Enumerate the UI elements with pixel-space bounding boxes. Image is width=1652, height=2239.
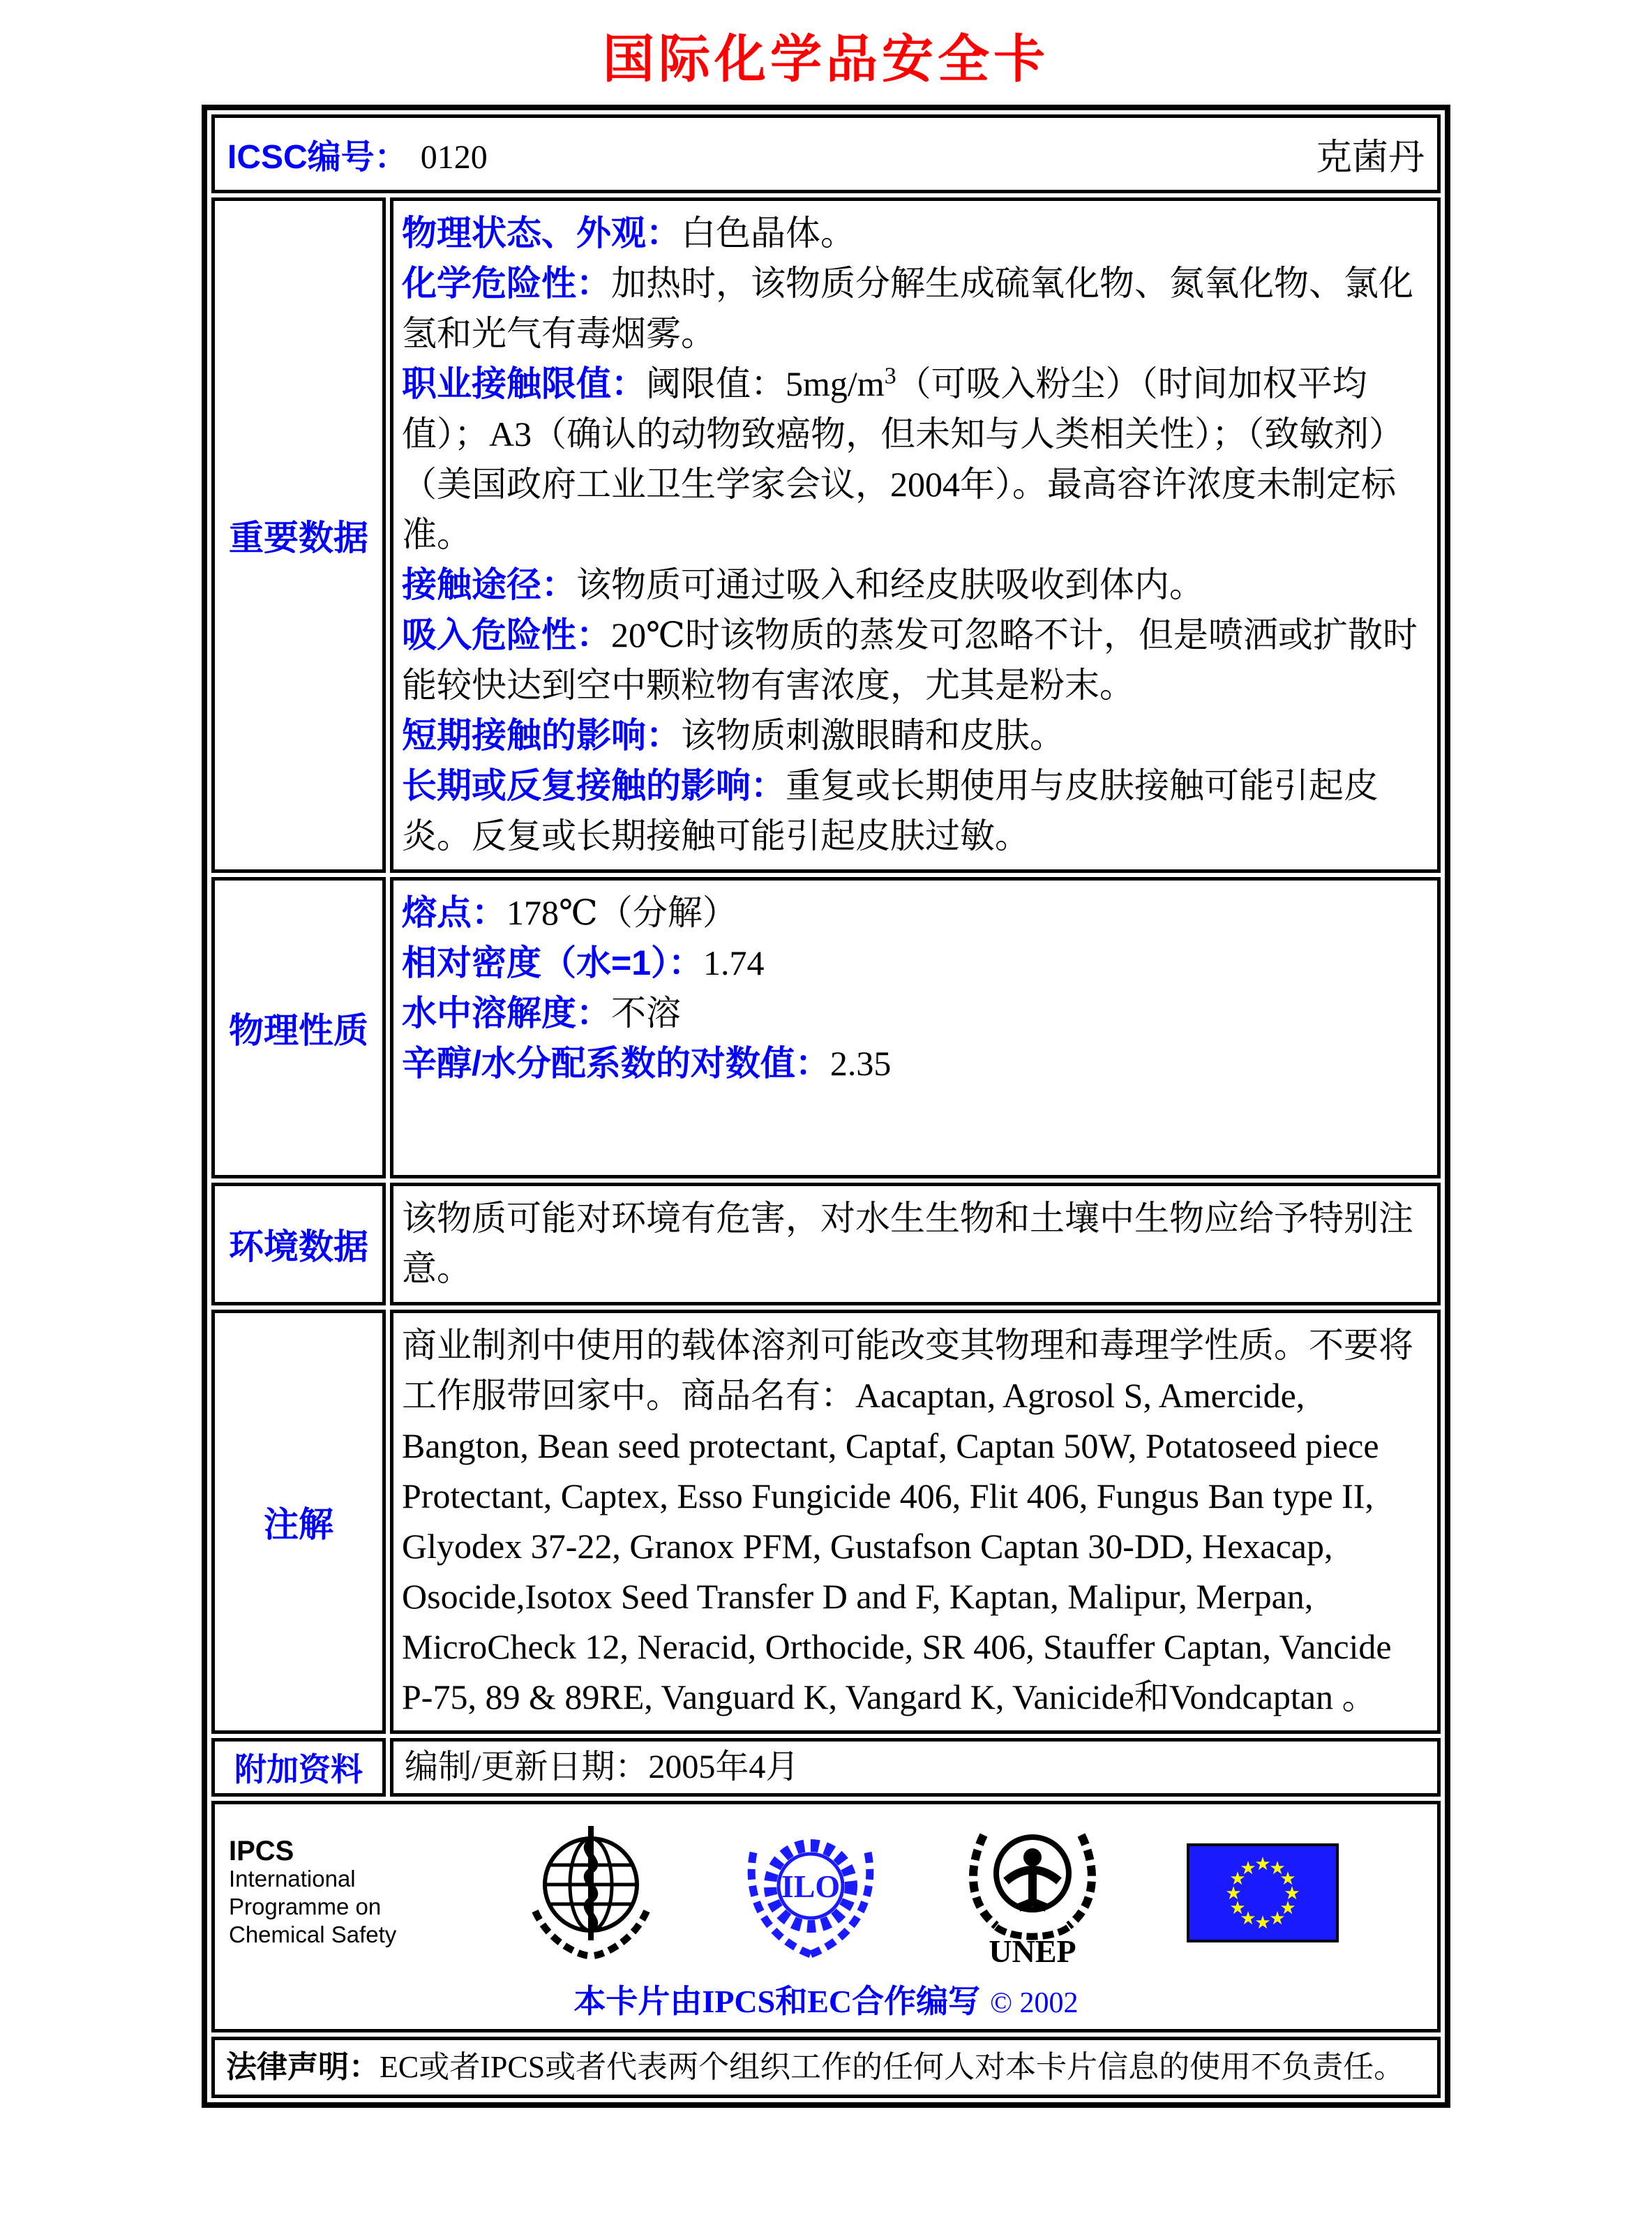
physical-properties-row (211, 877, 1441, 1178)
important-item-exposure-routes: 接触途径：该物质可通过吸入和经皮肤吸收到体内。 (402, 565, 1204, 604)
svg-text:ILO: ILO (781, 1869, 841, 1904)
notes-content: 商业制剂中使用的载体溶剂可能改变其物理和毒理学性质。不要将工作服带回家中。商品名有：Aacaptan, Agrosol S, Amercide, Bangton, Bean seed protectant, Captaf, Captan 50W, Potatoseed piece Protectant, Captex, Esso Fungicide 406, Flit 406, Fungus Ban type II, Glyodex 37-22, Granox PFM, Gustafson Captan 30-DD, Hexacap, Osocide,Isotox Seed Transfer D and F, Kaptan, Malipur, Merpan, MicroCheck 12, Neracid, Orthocide, SR 406, Stauffer Captan, Vancide P-75, 89 & 89RE, Vanguard K, Vangard K, Vanicide和Vondcaptan 。 (390, 1310, 1441, 1734)
legal-notice-cell (211, 2037, 1441, 2098)
ilo-emblem-icon (744, 1825, 878, 1961)
physical-item-partition-coefficient: 辛醇/水分配系数的对数值：2.35 (402, 1044, 892, 1083)
section-label-important: 重要数据 (211, 197, 386, 873)
logos-cell (211, 1801, 1441, 2032)
important-item-long-term-effects: 长期或反复接触的影响：重复或长期使用与皮肤接触可能引起皮炎。反复或长期接触可能引起皮肤过敏。 (402, 766, 1379, 855)
important-item-chemical-danger: 化学危险性：加热时，该物质分解生成硫氧化物、氮氧化物、氯化氢和光气有毒烟雾。 (402, 264, 1413, 353)
update-date-label: 编制/更新日期： (405, 1748, 649, 1785)
section-label-additional: 附加资料 (211, 1738, 386, 1797)
notes-row (211, 1310, 1441, 1734)
physical-item-water-solubility: 水中溶解度：不溶 (402, 994, 681, 1033)
environmental-data-content: 该物质可能对环境有危害，对水生生物和土壤中生物应给予特别注意。 (390, 1183, 1441, 1305)
additional-info-row (211, 1738, 1441, 1797)
important-item-inhalation-risk: 吸入危险性：20℃时该物质的蒸发可忽略不计，但是喷洒或扩散时能较快达到空中颗粒物有害浓度，尤其是粉末。 (402, 615, 1418, 705)
physical-item-relative-density: 相对密度（水=1）：1.74 (402, 943, 765, 982)
icsc-number-value: 0120 (420, 139, 488, 176)
svg-text:★: ★ (1284, 1883, 1300, 1904)
important-item-occupational-limits: 职业接触限值：阈限值：$5mg/m^3$（可吸入粉尘）（时间加权平均值）；A3（确认的动物致癌物，但未知与人类相关性）；（致敏剂）（美国政府工业卫生学家会议，2004年）。最高容许浓度未制定标准。 (402, 363, 1404, 554)
environmental-data-row (211, 1183, 1441, 1305)
svg-text:★: ★ (1240, 1858, 1256, 1879)
physical-properties-content (390, 877, 1441, 1178)
section-label-notes: 注解 (211, 1310, 386, 1734)
who-emblem-icon (523, 1820, 659, 1965)
important-data-content (390, 197, 1441, 873)
svg-text:★: ★ (1269, 1858, 1286, 1879)
update-date-value: 2005年4月 (648, 1748, 799, 1785)
svg-text:★: ★ (1279, 1898, 1296, 1919)
chemical-name: 克菌丹 (1315, 138, 1425, 178)
important-data-row (211, 197, 1441, 873)
svg-text:★: ★ (1269, 1908, 1286, 1929)
svg-text:★: ★ (1254, 1854, 1271, 1875)
svg-text:★: ★ (1229, 1898, 1246, 1919)
icsc-card-table (202, 105, 1450, 2108)
section-label-physical: 物理性质 (211, 877, 386, 1178)
svg-text:★: ★ (1240, 1908, 1256, 1929)
important-item-short-term-effects: 短期接触的影响：该物质刺激眼睛和皮肤。 (402, 716, 1065, 755)
copyright-notice: © 2002 (990, 1987, 1079, 2019)
svg-text:★: ★ (1229, 1869, 1246, 1889)
unep-emblem-icon (963, 1814, 1102, 1972)
legal-notice-row (211, 2037, 1441, 2098)
physical-item-melting-point: 熔点：178℃（分解） (402, 893, 737, 932)
important-item-physical-state: 物理状态、外观：白色晶体。 (402, 214, 855, 253)
ipcs-acronym: IPCS (229, 1836, 294, 1866)
icsc-card-page (0, 18, 1652, 2239)
superscript-3: 3 (884, 363, 896, 389)
additional-info-content (390, 1738, 1441, 1797)
svg-text:UNEP: UNEP (988, 1933, 1076, 1969)
legal-notice-text: EC或者IPCS或者代表两个组织工作的任何人对本卡片信息的使用不负责任。 (380, 2050, 1405, 2084)
eu-flag-icon (1187, 1843, 1339, 1942)
logos-row (211, 1801, 1441, 2032)
legal-notice-label: 法律声明： (226, 2050, 380, 2084)
svg-text:★: ★ (1225, 1883, 1242, 1904)
page-title: 国际化学品安全卡 (603, 31, 1049, 89)
ipcs-text-block: IPCS International Programme on Chemical Safety (229, 1837, 438, 1949)
footer-caption: 本卡片由IPCS和EC合作编写 © 2002 (573, 1984, 1079, 2019)
icsc-number-group (227, 130, 488, 178)
svg-text:★: ★ (1254, 1912, 1271, 1933)
header-cell (211, 114, 1441, 193)
section-label-environment: 环境数据 (211, 1183, 386, 1305)
svg-text:★: ★ (1279, 1869, 1296, 1889)
header-row (211, 114, 1441, 193)
icsc-number-label: ICSC编号： (227, 139, 408, 176)
